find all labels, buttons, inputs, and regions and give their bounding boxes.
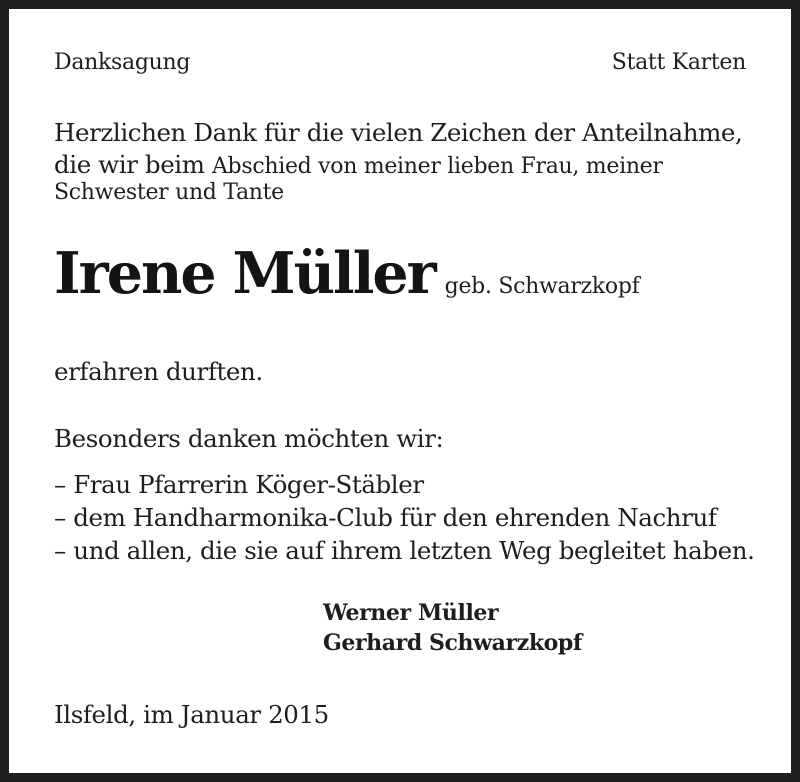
thanks-item: – Frau Pfarrerin Köger-Stäbler [54,470,424,499]
intro-line-2 [54,150,663,179]
maiden-name: geb. Schwarzkopf [444,274,640,299]
deceased-name: Irene Müller [54,240,435,307]
intro-line-1: Herzlichen Dank für die vielen Zeichen der Anteilnahme, [54,118,743,147]
thanks-item: – dem Handharmonika-Club für den ehrenden Nachruf [54,503,717,532]
thanks-heading: Besonders danken möchten wir: [54,424,444,453]
signatory: Gerhard Schwarzkopf [323,630,582,656]
intro-line-2-start: die wir beim [54,150,212,179]
header-statt-karten: Statt Karten [611,50,746,75]
signatory: Werner Müller [323,600,499,626]
header-danksagung: Danksagung [54,50,191,75]
deceased-name-line [54,240,639,307]
intro-line-3: Schwester und Tante [54,180,284,205]
thanks-item: – und allen, die sie auf ihrem letzten Weg begleitet haben. [54,536,755,565]
after-name-text: erfahren durften. [54,357,263,386]
place-date: Ilsfeld, im Januar 2015 [54,700,329,729]
intro-line-2-end: Abschied von meiner lieben Frau, meiner [211,154,663,179]
